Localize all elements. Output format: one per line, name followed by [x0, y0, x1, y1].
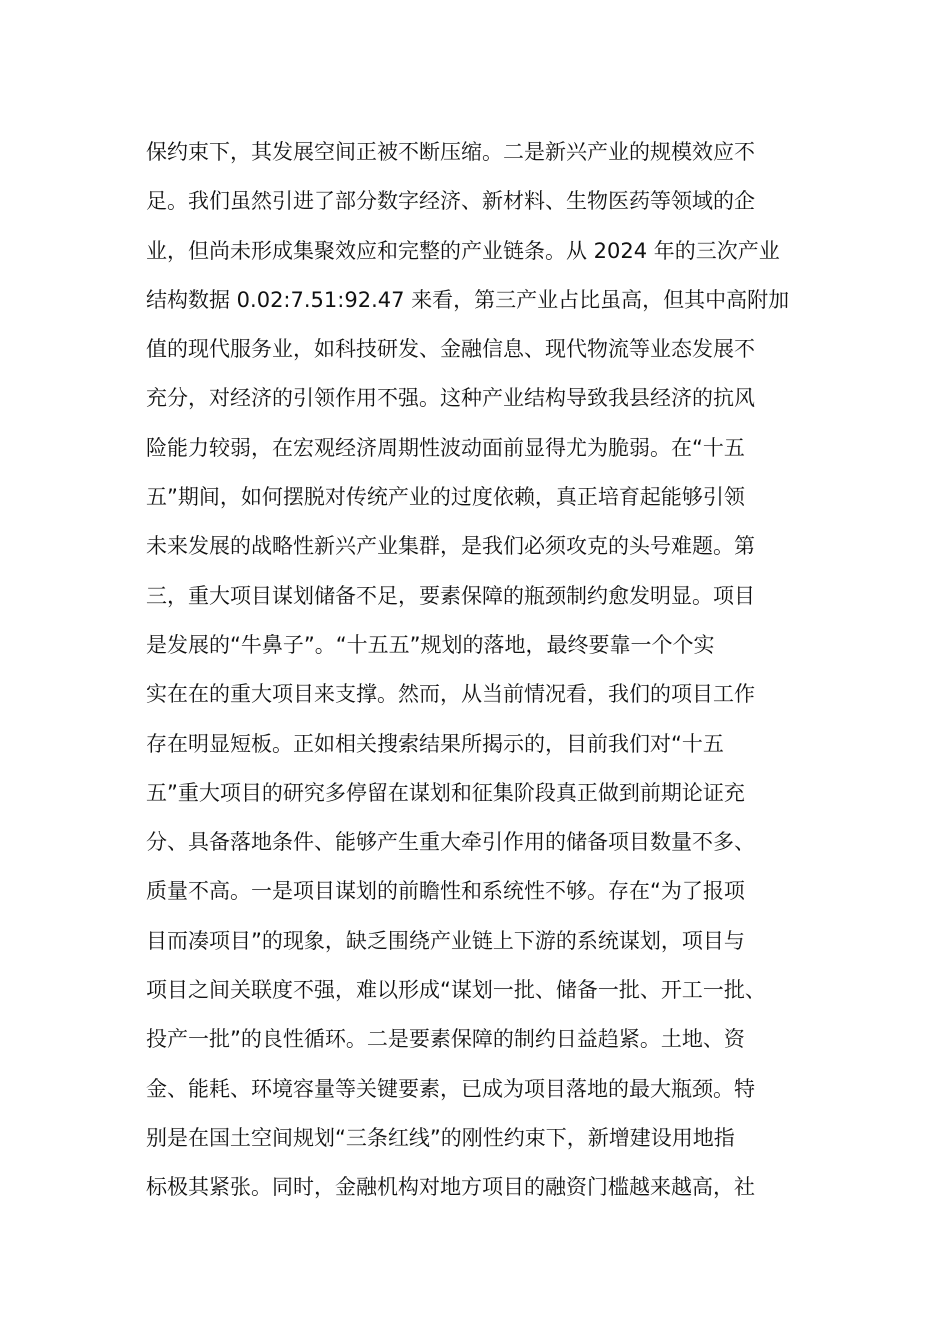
text-line: 是发展的“牛鼻子”。“十五五”规划的落地，最终要靠一个个实 [146, 632, 715, 657]
text-line: 质量不高。一是项目谋划的前瞻性和系统性不够。存在“为了报项 [146, 879, 745, 904]
text-line: 业，但尚未形成集聚效应和完整的产业链条。从 2024 年的三次产业 [146, 238, 780, 263]
text-line: 分、具备落地条件、能够产生重大牵引作用的储备项目数量不多、 [146, 830, 755, 855]
text-line: 保约束下，其发展空间正被不断压缩。二是新兴产业的规模效应不 [146, 140, 755, 164]
text-line: 结构数据 0.02:7.51:92.47 来看，第三产业占比虽高，但其中高附加 [146, 287, 790, 312]
text-line: 实在在的重大项目来支撑。然而，从当前情况看，我们的项目工作 [146, 682, 755, 707]
text-line: 别是在国土空间规划“三条红线”的刚性约束下，新增建设用地指 [146, 1125, 735, 1150]
text-line: 未来发展的战略性新兴产业集群，是我们必须攻克的头号难题。第 [146, 534, 755, 559]
text-line: 值的现代服务业，如科技研发、金融信息、现代物流等业态发展不 [146, 337, 755, 362]
text-line: 五”期间，如何摆脱对传统产业的过度依赖，真正培育起能够引领 [146, 485, 745, 510]
text-line: 投产一批”的良性循环。二是要素保障的制约日益趋紧。土地、资 [146, 1027, 745, 1052]
text-line: 存在明显短板。正如相关搜索结果所揭示的，目前我们对“十五 [146, 731, 724, 756]
text-line: 充分，对经济的引领作用不强。这种产业结构导致我县经济的抗风 [146, 386, 755, 411]
text-line: 险能力较弱，在宏观经济周期性波动面前显得尤为脆弱。在“十五 [146, 435, 745, 460]
text-line: 项目之间关联度不强，难以形成“谋划一批、储备一批、开工一批、 [146, 978, 766, 1003]
text-line: 目而凑项目”的现象，缺乏围绕产业链上下游的系统谋划，项目与 [146, 928, 745, 953]
text-line: 五”重大项目的研究多停留在谋划和征集阶段真正做到前期论证充 [146, 780, 745, 805]
text-line: 标极其紧张。同时，金融机构对地方项目的融资门槛越来越高，社 [146, 1175, 755, 1200]
text-line: 足。我们虽然引进了部分数字经济、新材料、生物医药等领域的企 [146, 189, 755, 214]
text-line: 三，重大项目谋划储备不足，要素保障的瓶颈制约愈发明显。项目 [146, 583, 755, 608]
text-line: 金、能耗、环境容量等关键要素，已成为项目落地的最大瓶颈。特 [146, 1076, 755, 1101]
body-text [146, 128, 846, 1213]
